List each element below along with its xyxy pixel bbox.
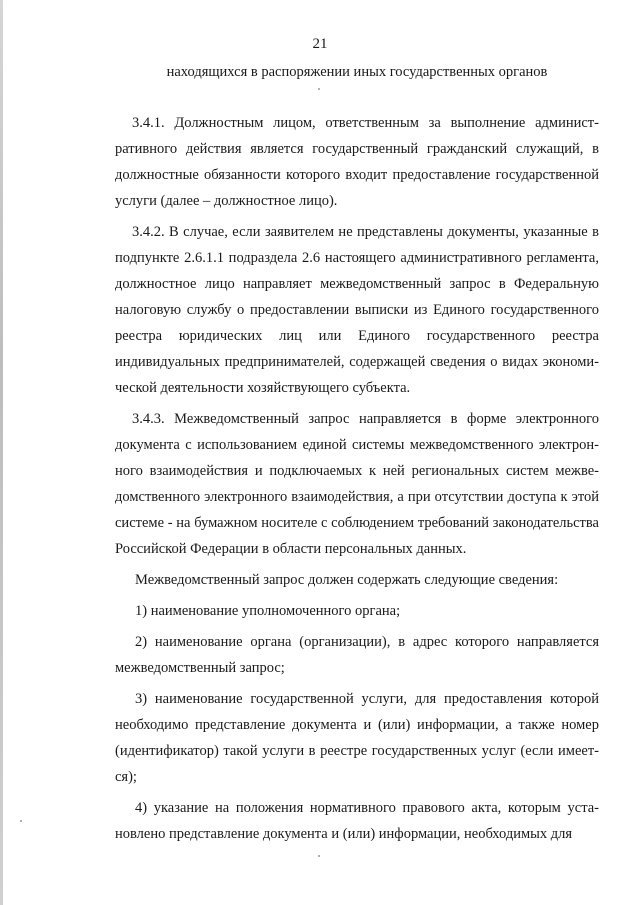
list-item-4: 4) указание на положения нормативного правового акта, которым установлено представление документа и (или) информации, необходимых для	[115, 800, 599, 842]
page-content	[115, 62, 599, 852]
page-number: 21	[312, 36, 328, 52]
list-item-3: 3) наименование государственной услуги, для предоставления которой необходимо представление документа и (или) информации, а также номер (идентификатор) такой услуги в реестре государственных услуг (если имеется);	[115, 691, 599, 785]
list-item-1: 1) наименование уполномоченного органа;	[135, 603, 401, 619]
paragraph-request-contents: Межведомственный запрос должен содержать следующие сведения:	[135, 572, 559, 588]
paragraph-3-4-3: 3.4.3. Межведомственный запрос направляется в форме электронного документа с использованием единой системы межведомственного электронного взаимодействия и подключаемых к ней региональных систем межведомственного электронного взаимодействия, а при отсутствии доступа к этой системе - на бумажном носителе с соблюдением требований законодательства Российской Федерации в области персональных данных.	[115, 411, 599, 557]
scan-speck	[20, 820, 22, 822]
paragraph-3-4-1: 3.4.1. Должностным лицом, ответственным за выполнение административного действия является государственный гражданский служащий, в должностные обязанности которого входит предоставление государственной услуги (далее – должностное лицо).	[115, 115, 599, 209]
scan-edge	[0, 0, 3, 905]
section-heading: находящихся в распоряжении иных государственных органов	[166, 64, 548, 80]
list-item-2: 2) наименование органа (организации), в адрес которого направляется межведомственный запрос;	[115, 634, 599, 676]
scan-speck	[318, 855, 320, 857]
scan-speck	[318, 88, 320, 90]
paragraph-3-4-2: 3.4.2. В случае, если заявителем не представлены документы, указанные в подпункте 2.6.1.1 подраздела 2.6 настоящего административного регламента, должностное лицо направляет межведомственный запрос в Федеральную налоговую службу о предоставлении выписки из Единого государственного реестра юридических лиц или Единого государственного реестра индивидуальных предпринимателей, содержащей сведения о видах экономической деятельности хозяйствующего субъекта.	[115, 224, 599, 396]
